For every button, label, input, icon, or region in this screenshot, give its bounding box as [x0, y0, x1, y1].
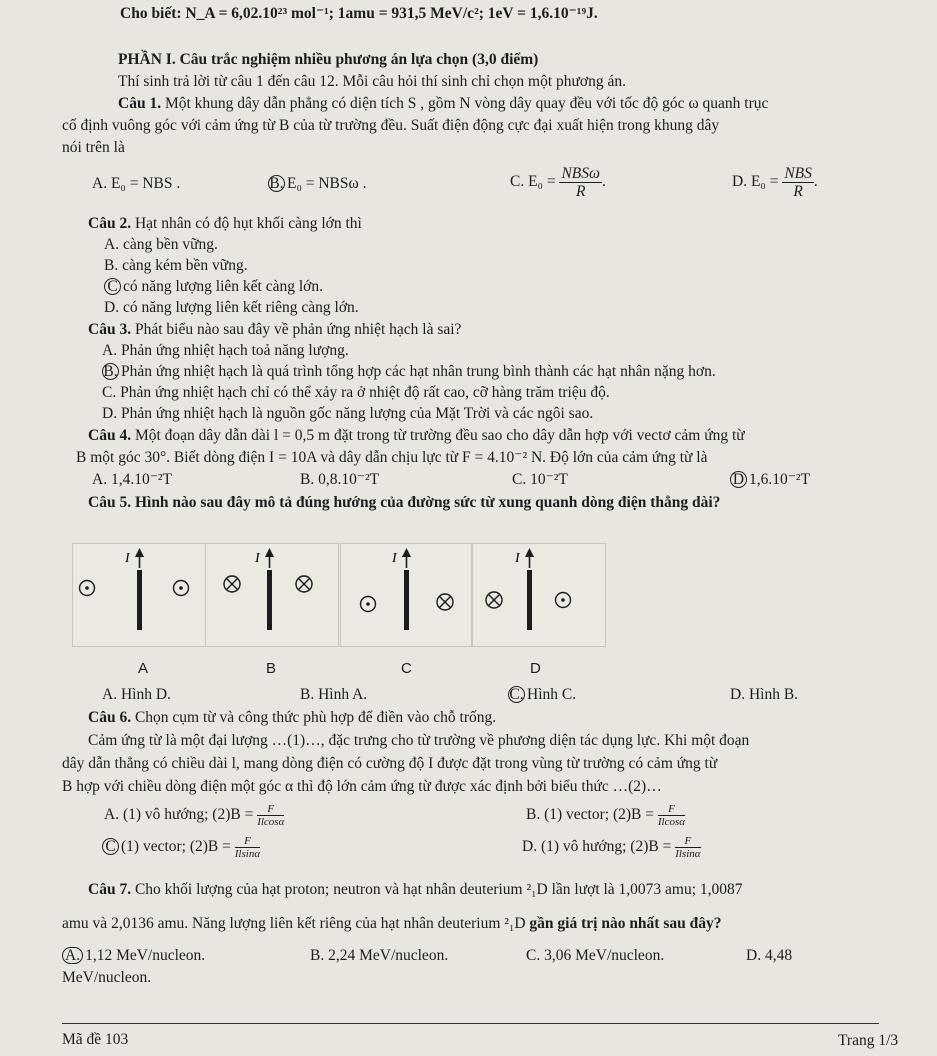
- q7-text2b: gần giá trị nào nhất sau đây?: [529, 915, 722, 932]
- wire: [137, 570, 142, 630]
- part-title: PHẦN I. Câu trắc nghiệm nhiều phương án lựa chọn (3,0 điểm): [118, 51, 539, 68]
- q1-option-d[interactable]: D. E₀ = $\frac{\text{NBS}}{R}$ .: [732, 165, 818, 200]
- figure-c-drawing: [341, 544, 471, 646]
- q5-option-a[interactable]: A. Hình D.: [102, 686, 171, 703]
- q1-label: Câu 1.: [118, 95, 162, 112]
- figure-b-drawing: [206, 544, 338, 646]
- dot-center-left: [366, 602, 370, 606]
- selected-mark: A.: [62, 947, 83, 964]
- q5-option-c-text: Hình C.: [527, 686, 577, 703]
- q4-option-c[interactable]: C. 10⁻²T: [512, 471, 568, 488]
- q6-b-numerator: F: [658, 803, 685, 816]
- selected-mark: C: [102, 838, 119, 855]
- q7-option-a-text: 1,12 MeV/nucleon.: [85, 947, 206, 964]
- q7-option-b[interactable]: B. 2,24 MeV/nucleon.: [310, 947, 449, 964]
- constants-line: Cho biết: N_A = 6,02.10²³ mol⁻¹; 1amu = 931,5 MeV/c²; 1eV = 1,6.10⁻¹⁹J.: [120, 5, 598, 22]
- q3-line: [88, 320, 461, 340]
- selected-mark: B.: [269, 175, 284, 192]
- current-arrow-head: [265, 548, 274, 557]
- q6-p2: dây dẫn thẳng có chiều dài l, mang dòng điện có cường độ I được đặt trong vùng từ trường có cảm ứng từ: [62, 755, 718, 772]
- wire: [527, 570, 532, 630]
- q6-a-denominator: Ilcosα: [257, 816, 285, 828]
- q2-line: [88, 214, 362, 234]
- figure-a-label: A: [138, 660, 149, 677]
- q1-text1: Một khung dây dẫn phẳng có diện tích S , gồm N vòng dây quay đều với tốc độ góc ω quanh trục: [164, 95, 769, 112]
- q1-option-b-text: E₀ = NBSω .: [287, 175, 367, 192]
- footer-divider: [62, 1023, 879, 1024]
- q3-option-d[interactable]: D. Phản ứng nhiệt hạch là nguồn gốc năng lượng của Mặt Trời và các ngôi sao.: [102, 405, 594, 422]
- dot-center-right: [179, 586, 183, 590]
- figure-d-label: D: [530, 660, 541, 677]
- q1-option-a[interactable]: A. E₀ = NBS .: [92, 175, 181, 192]
- q3-option-b[interactable]: [102, 362, 716, 382]
- q6-text: Chọn cụm từ và công thức phù hợp để điền vào chỗ trống.: [134, 709, 497, 726]
- figure-b-label: B: [266, 660, 277, 677]
- q5-label: Câu 5.: [88, 494, 132, 511]
- q3-option-b-text: Phản ứng nhiệt hạch là quá trình tổng hợp các hạt nhân trung bình thành các hạt nhân nặng hơn.: [121, 363, 716, 380]
- q6-line: [88, 708, 496, 728]
- figure-d-drawing: [473, 544, 605, 646]
- page-number: Trang 1/3: [838, 1032, 899, 1049]
- figure-a-drawing: [73, 544, 205, 646]
- q6-d-denominator: Ilsinα: [675, 848, 701, 860]
- q1-option-c-fraction: [559, 165, 602, 200]
- q6-c-denominator: Ilsinα: [234, 848, 261, 860]
- q2-option-a[interactable]: A. càng bền vững.: [104, 236, 218, 253]
- q6-a-numerator: F: [257, 803, 284, 816]
- selected-mark: D: [730, 471, 747, 488]
- q3-option-c[interactable]: C. Phản ứng nhiệt hạch chỉ có thể xảy ra ở nhiệt độ rất cao, cỡ hàng trăm triệu độ.: [102, 384, 610, 401]
- q6-a-fraction: [257, 803, 284, 828]
- part-instruction: Thí sinh trả lời từ câu 1 đến câu 12. Mỗi câu hỏi thí sinh chỉ chọn một phương án.: [118, 73, 627, 90]
- q4-option-b[interactable]: B. 0,8.10⁻²T: [300, 471, 380, 488]
- q1-d-numerator: NBS: [784, 165, 812, 182]
- q7-text1: Cho khối lượng của hạt proton; neutron và hạt nhân deuterium ²₁D lần lượt là 1,0073 amu; 1,0087: [134, 881, 743, 898]
- current-label: I: [255, 551, 260, 566]
- exam-code: Mã đề 103: [62, 1031, 129, 1048]
- figure-a: [72, 543, 206, 647]
- current-label: I: [515, 551, 520, 566]
- wire: [404, 570, 409, 630]
- q7-line1: [88, 880, 743, 900]
- q5-option-d[interactable]: D. Hình B.: [730, 686, 799, 703]
- current-label: I: [125, 551, 130, 566]
- q4-option-a[interactable]: A. 1,4.10⁻²T: [92, 471, 172, 488]
- q7-option-d[interactable]: D. 4,48: [746, 947, 793, 964]
- selected-mark: C.: [509, 686, 524, 703]
- q1-d-denominator: R: [793, 183, 803, 200]
- q6-option-d[interactable]: [522, 835, 701, 860]
- current-arrow-head: [135, 548, 144, 557]
- current-arrow-head: [402, 548, 411, 557]
- q4-option-d-text: 1,6.10⁻²T: [749, 471, 811, 488]
- dot-center-left: [85, 586, 89, 590]
- q6-b-fraction: [658, 803, 685, 828]
- q7-label: Câu 7.: [88, 881, 132, 898]
- q3-label: Câu 3.: [88, 321, 132, 338]
- q7-option-a[interactable]: [62, 946, 205, 966]
- q6-d-numerator: F: [675, 835, 700, 848]
- q6-c-numerator: F: [235, 835, 260, 848]
- q4-option-d[interactable]: [730, 470, 810, 490]
- q4-text2: B một góc 30°. Biết dòng điện I = 10A và dây dẫn chịu lực từ F = 4.10⁻² N. Độ lớn của cảm ứng từ là: [76, 449, 708, 466]
- q1-option-c-label: C. E₀ =: [510, 173, 556, 191]
- q6-option-b[interactable]: [526, 803, 685, 828]
- q2-text: Hạt nhân có độ hụt khối càng lớn thì: [134, 215, 362, 232]
- q2-option-c[interactable]: [104, 277, 323, 297]
- selected-mark: C: [104, 278, 121, 295]
- q6-p3: B hợp với chiều dòng điện một góc α thì độ lớn cảm ứng từ được xác định bởi biểu thức …(2)…: [62, 778, 662, 795]
- current-label: I: [392, 551, 397, 566]
- q5-text: Hình nào sau đây mô tả đúng hướng của đường sức từ xung quanh dòng điện thẳng dài?: [134, 494, 721, 511]
- q1-c-denominator: R: [575, 183, 586, 200]
- q1-option-b[interactable]: [268, 174, 366, 194]
- q6-a-text: A. (1) vô hướng; (2)B =: [104, 806, 254, 824]
- figure-d: [472, 543, 606, 647]
- q4-line1: [88, 426, 745, 446]
- q7-option-d-cont: MeV/nucleon.: [62, 969, 152, 986]
- q2-option-b[interactable]: B. càng kém bền vững.: [104, 257, 248, 274]
- q2-option-d[interactable]: D. có năng lượng liên kết riêng càng lớn.: [104, 299, 359, 316]
- q1-option-d-label: D. E₀ =: [732, 173, 779, 191]
- q6-c-text: (1) vector; (2)B =: [121, 838, 231, 856]
- q6-p1: Cảm ứng từ là một đại lượng …(1)…, đặc trưng cho từ trường về phương diện tác dụng lực. Khi một đoạn: [88, 732, 750, 749]
- q6-d-text: D. (1) vô hướng; (2)B =: [522, 838, 672, 856]
- q1-option-c[interactable]: C. E₀ = $\frac{\text{NBSω}}{R}$ .: [510, 165, 606, 200]
- figure-c: [340, 543, 472, 647]
- q2-option-c-text: có năng lượng liên kết càng lớn.: [123, 278, 323, 295]
- q1-c-numerator: NBSω: [561, 165, 600, 182]
- q3-text: Phát biểu nào sau đây về phản ứng nhiệt hạch là sai?: [134, 321, 462, 338]
- q6-option-c[interactable]: [102, 835, 260, 860]
- figure-c-label: C: [401, 660, 412, 677]
- q7-text2a: amu và 2,0136 amu. Năng lượng liên kết riêng của hạt nhân deuterium ²₁D: [62, 915, 526, 932]
- q6-b-text: B. (1) vector; (2)B =: [526, 806, 654, 824]
- q1-option-d-fraction: [782, 165, 814, 200]
- q6-label: Câu 6.: [88, 709, 132, 726]
- q5-option-b[interactable]: B. Hình A.: [300, 686, 368, 703]
- q1-text2: cố định vuông góc với cảm ứng từ B của từ trường đều. Suất điện động cực đại xuất hiện trong khung dây: [62, 117, 720, 134]
- dot-center-right: [561, 598, 565, 602]
- current-arrow-head: [525, 548, 534, 557]
- selected-mark: B.: [103, 363, 118, 380]
- q5-option-c[interactable]: [508, 685, 576, 705]
- q7-line2: [62, 914, 722, 934]
- q3-option-a[interactable]: A. Phản ứng nhiệt hạch toả năng lượng.: [102, 342, 349, 359]
- wire: [267, 570, 272, 630]
- q4-text1: Một đoạn dây dẫn dài l = 0,5 m đặt trong từ trường đều sao cho dây dẫn hợp với vectơ cảm ứng từ: [134, 427, 745, 444]
- q6-option-a[interactable]: [104, 803, 284, 828]
- figure-b: [205, 543, 339, 647]
- q6-b-denominator: Ilcosα: [657, 816, 686, 828]
- q6-d-fraction: [675, 835, 700, 860]
- q5-line: [88, 493, 720, 513]
- q4-label: Câu 4.: [88, 427, 132, 444]
- q6-c-fraction: [235, 835, 260, 860]
- q1-text3: nói trên là: [62, 139, 125, 156]
- q2-label: Câu 2.: [88, 215, 132, 232]
- q1-line1: [118, 94, 768, 114]
- q7-option-c[interactable]: C. 3,06 MeV/nucleon.: [526, 947, 665, 964]
